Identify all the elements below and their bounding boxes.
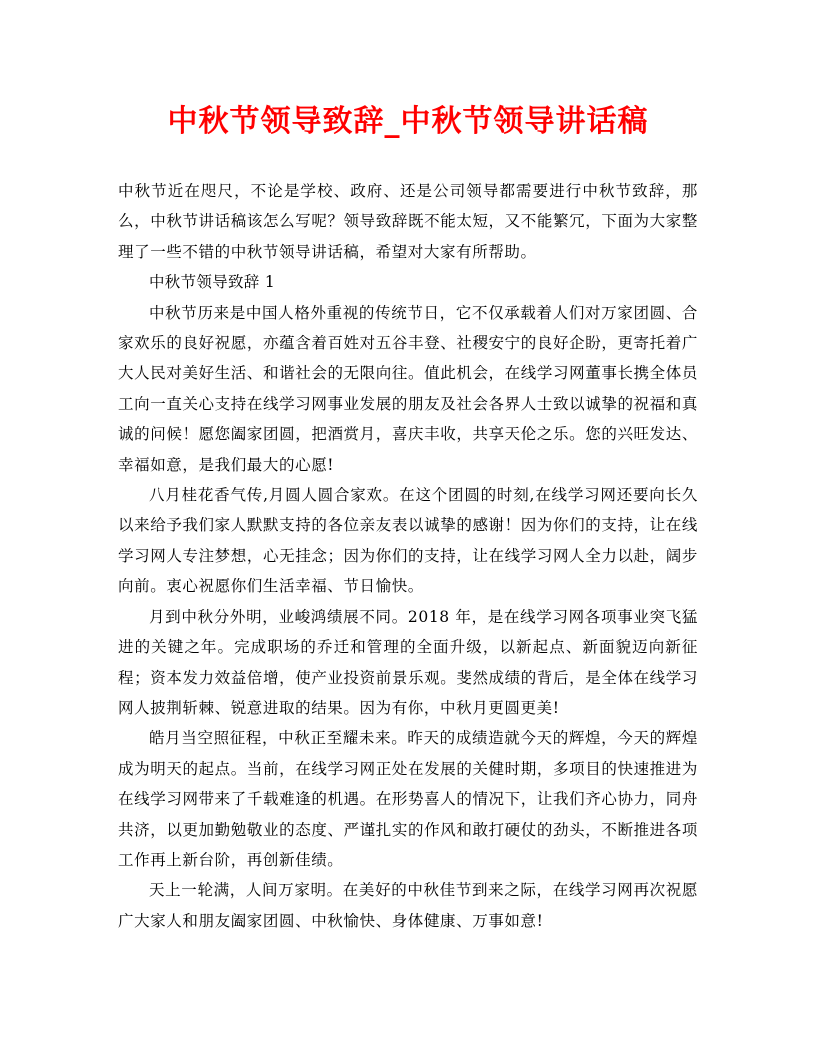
body-paragraph-5: 天上一轮满，人间万家明。在美好的中秋佳节到来之际，在线学习网再次祝愿广大家人和朋友阖家团圆、中秋愉快、身体健康、万事如意! bbox=[118, 881, 698, 930]
document-body bbox=[118, 176, 698, 936]
body-paragraph-2: 八月桂花香气传,月圆人圆合家欢。在这个团圆的时刻,在线学习网还要向长久以来给予我们家人默默支持的各位亲友表以诚挚的感谢！因为你们的支持，让在线学习网人专注梦想，心无挂念；因为你们的支持，让在线学习网人全力以赴，阔步向前。衷心祝愿你们生活幸福、节日愉快。 bbox=[118, 486, 698, 596]
body-paragraph-1: 中秋节历来是中国人格外重视的传统节日，它不仅承载着人们对万家团圆、合家欢乐的良好祝愿，亦蕴含着百姓对五谷丰登、社稷安宁的良好企盼，更寄托着广大人民对美好生活、和谐社会的无限向往。值此机会，在线学习网董事长携全体员工向一直关心支持在线学习网事业发展的朋友及社会各界人士致以诚挚的祝福和真诚的问候！愿您阖家团圆，把酒赏月，喜庆丰收，共享天伦之乐。您的兴旺发达、幸福如意，是我们最大的心愿! bbox=[118, 303, 698, 474]
body-paragraph-4: 皓月当空照征程，中秋正至耀未来。昨天的成绩造就今天的辉煌，今天的辉煌成为明天的起点。当前，在线学习网正处在发展的关健时期，多项目的快速推进为在线学习网带来了千载难逢的机遇。在形势喜人的情况下，让我们齐心协力，同舟共济，以更加勤勉敬业的态度、严谨扎实的作风和敢打硬仗的劲头，不断推进各项工作再上新台阶，再创新佳绩。 bbox=[118, 729, 698, 869]
intro-paragraph: 中秋节近在咫尺，不论是学校、政府、还是公司领导都需要进行中秋节致辞，那么，中秋节讲话稿该怎么写呢？领导致辞既不能太短，又不能繁冗，下面为大家整理了一些不错的中秋节领导讲话稿，希望对大家有所帮助。 bbox=[118, 182, 698, 261]
body-paragraph-3: 月到中秋分外明，业峻鸿绩展不同。2018 年，是在线学习网各项事业突飞猛进的关键之年。完成职场的乔迁和管理的全面升级，以新起点、新面貌迈向新征程；资本发力效益倍增，使产业投资前景乐观。斐然成绩的背后，是全体在线学习网人披荆斩棘、锐意进取的结果。因为有你，中秋月更圆更美! bbox=[118, 607, 698, 717]
section-heading: 中秋节领导致辞 1 bbox=[149, 273, 275, 292]
document-title: 中秋节领导致辞_中秋节领导讲话稿 bbox=[167, 104, 649, 139]
